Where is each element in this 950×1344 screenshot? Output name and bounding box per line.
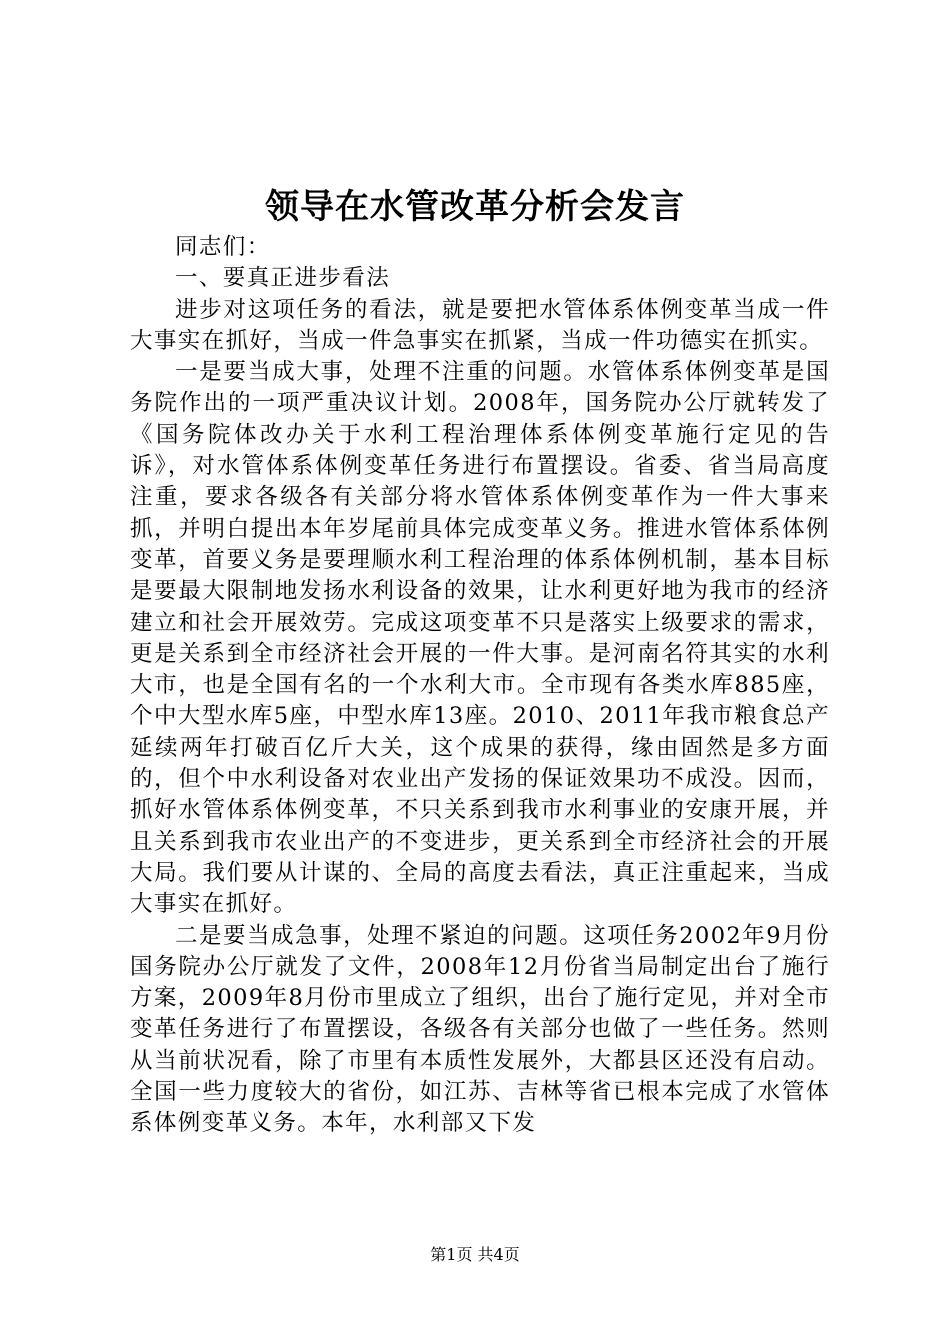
salutation: 同志们： (175, 234, 271, 260)
page-number: 第1页 共4页 (430, 1245, 520, 1264)
section-heading: 一、要真正进步看法 (175, 265, 391, 292)
paragraph: 二是要当成急事，处理不紧迫的问题。这项任务2002年9月份国务院办公厅就发了文件，2008年12月份省当局制定出台了施行方案，2009年8月份市里成立了组织，出台了施行定见，并对全市变革任务进行了布置摆设，各级各有关部分也做了一些任务。然则从当前状况看，除了市里有本质性发展外，大都县区还没有启动。全国一些力度较大的省份，如江苏、吉林等省已根本完成了水管体系体例变革义务。本年，水利部又下发 (130, 922, 830, 1137)
document-body (130, 232, 830, 1140)
paragraph: 一是要当成大事，处理不注重的问题。水管体系体例变革是国务院作出的一项严重决议计划。2008年，国务院办公厅就转发了《国务院体改办关于水利工程治理体系体例变革施行定见的告诉》，对水管体系体例变革任务进行布置摆设。省委、省当局高度注重，要求各级各有关部分将水管体系体例变革作为一件大事来抓，并明白提出本年岁尾前具体完成变革义务。推进水管体系体例变革，首要义务是要理顺水利工程治理的体系体例机制，基本目标是要最大限制地发扬水利设备的效果，让水利更好地为我市的经济建立和社会开展效劳。完成这项变革不只是落实上级要求的需求，更是关系到全市经济社会开展的一件大事。是河南名符其实的水利大市，也是全国有名的一个水利大市。全市现有各类水库885座，个中大型水库5座，中型水库13座。2010、2011年我市粮食总产延续两年打破百亿斤大关，这个成果的获得，缘由固然是多方面的，但个中水利设备对农业出产发扬的保证效果功不成没。因而，抓好水管体系体例变革，不只关系到我市水利事业的安康开展，并且关系到我市农业出产的不变进步，更关系到全市经济社会的开展大局。我们要从计谋的、全局的高度去看法，真正注重起来，当成大事实在抓好。 (130, 359, 830, 918)
document-title: 领导在水管改革分析会发言 (265, 187, 685, 227)
paragraph: 进步对这项任务的看法，就是要把水管体系体例变革当成一件大事实在抓好，当成一件急事实在抓紧，当成一件功德实在抓实。 (130, 296, 830, 354)
